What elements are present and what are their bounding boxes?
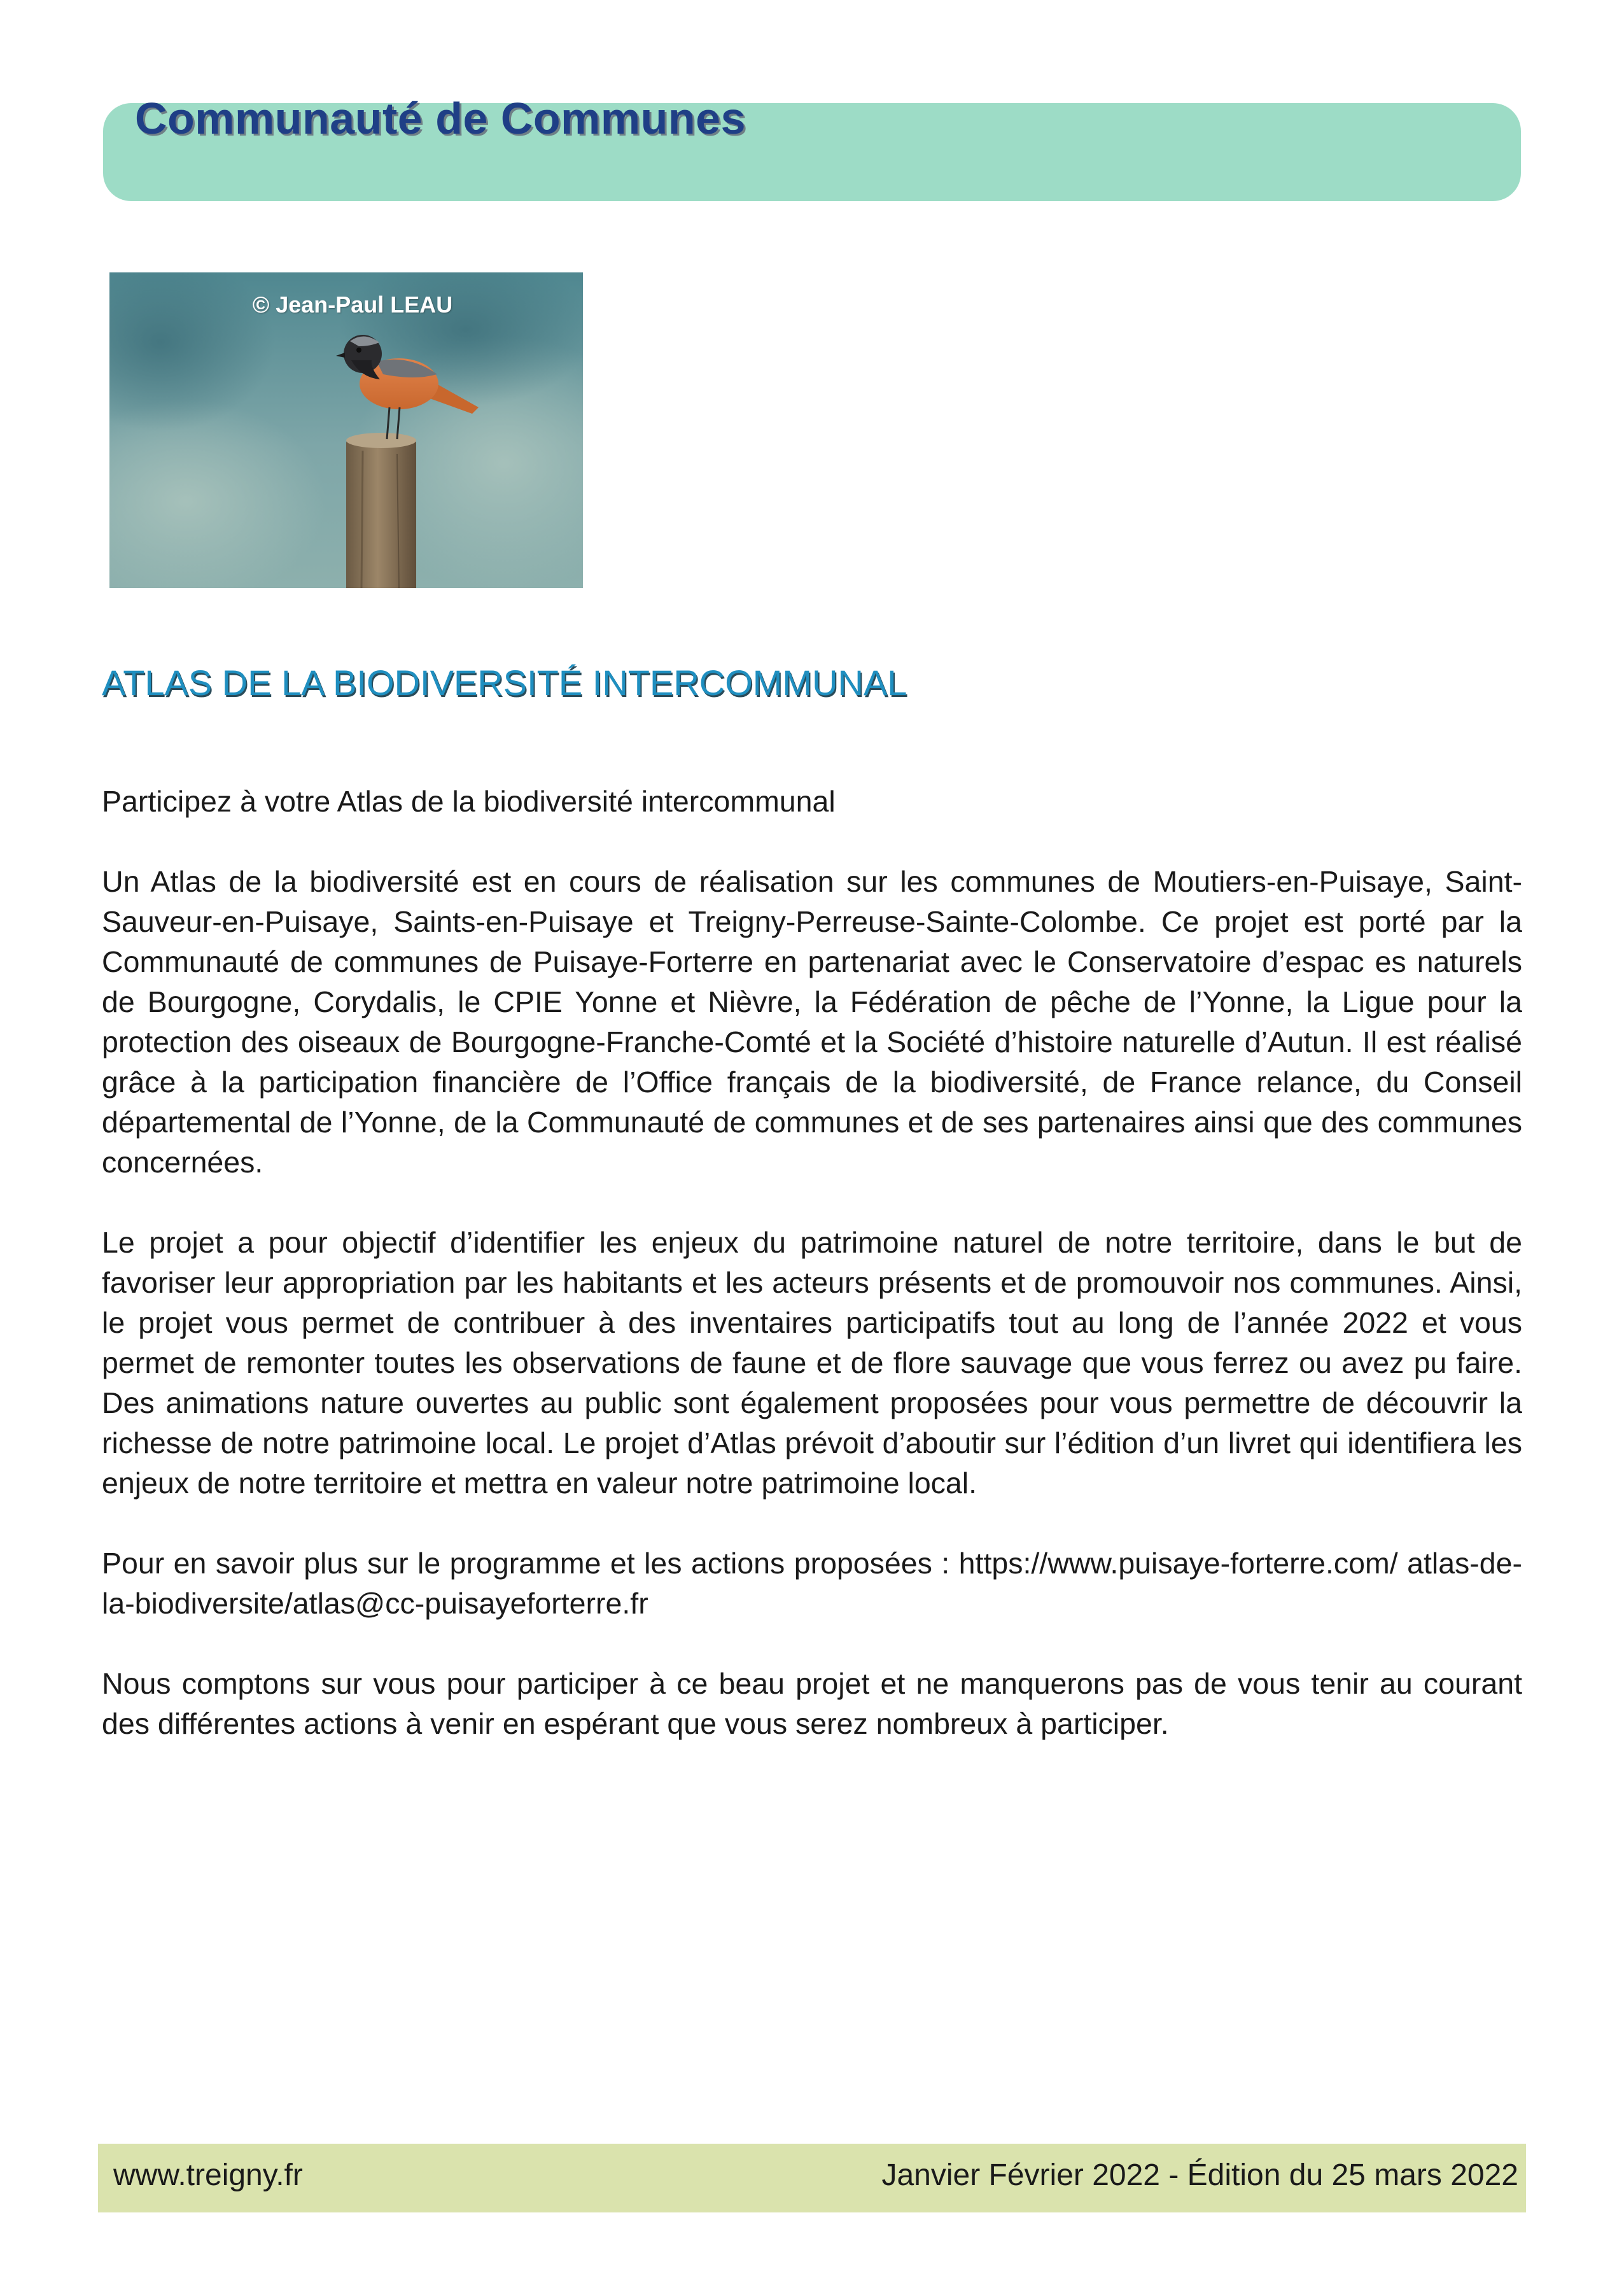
article-paragraph: Le projet a pour objectif d’identifier les enjeux du patrimoine naturel de notre territoire, dans le but de favoriser leur appropriation par les habitants et les acteurs présents et de promouvoir nos communes. Ainsi, le projet vous permet de contribuer à des inventaires participatifs tout au long de l’année 2022 et vous permet de remonter toutes les observations de faune et de flore sauvage que vous ferrez ou avez pu faire. Des animations nature ouvertes au public sont également proposées pour vous permettre de découvrir la richesse de notre patrimoine local. Le projet d’Atlas prévoit d’aboutir sur l’édition d’un livret qui identifiera les enjeux de notre territoire et mettra en valeur notre patrimoine local. bbox=[102, 1226, 1522, 1500]
article-paragraph-link: Pour en savoir plus sur le programme et les actions proposées : https://www.puisaye-forterre.com/ atlas-de-la-biodiversite/atlas@cc-puisayeforterre.fr bbox=[102, 1547, 1522, 1620]
article-intro: Participez à votre Atlas de la biodiversité intercommunal bbox=[102, 785, 836, 818]
footer-edition: Janvier Février 2022 - Édition du 25 mars 2022 bbox=[881, 2158, 1518, 2192]
bird-photo bbox=[109, 272, 583, 588]
photo-credit: © Jean-Paul LEAU bbox=[252, 292, 453, 318]
article-title: ATLAS DE LA BIODIVERSITÉ INTERCOMMUNAL bbox=[102, 663, 907, 703]
page-title: Communauté de Communes bbox=[135, 94, 746, 143]
article-paragraph: Nous comptons sur vous pour participer à ce beau projet et ne manquerons pas de vous tenir au courant des différentes actions à venir en espérant que vous serez nombreux à participer. bbox=[102, 1667, 1522, 1740]
footer-website: www.treigny.fr bbox=[113, 2158, 303, 2192]
article-body bbox=[102, 782, 1522, 1784]
article-paragraph: Un Atlas de la biodiversité est en cours de réalisation sur les communes de Moutiers-en-Puisaye, Saint-Sauveur-en-Puisaye, Saints-en-Puisaye et Treigny-Perreuse-Sainte-Colombe. Ce projet est porté par la Communauté de communes de Puisaye-Forterre en partenariat avec le Conservatoire d’espac es naturels de Bourgogne, Corydalis, le CPIE Yonne et Nièvre, la Fédération de pêche de l’Yonne, la Ligue pour la protection des oiseaux de Bourgogne-Franche-Comté et la Société d’histoire naturelle d’Autun. Il est réalisé grâce à la participation financière de l’Office français de la biodiversité, de France relance, du Conseil départemental de l’Yonne, de la Communauté de communes et de ses partenaires ainsi que des communes concernées. bbox=[102, 865, 1522, 1179]
